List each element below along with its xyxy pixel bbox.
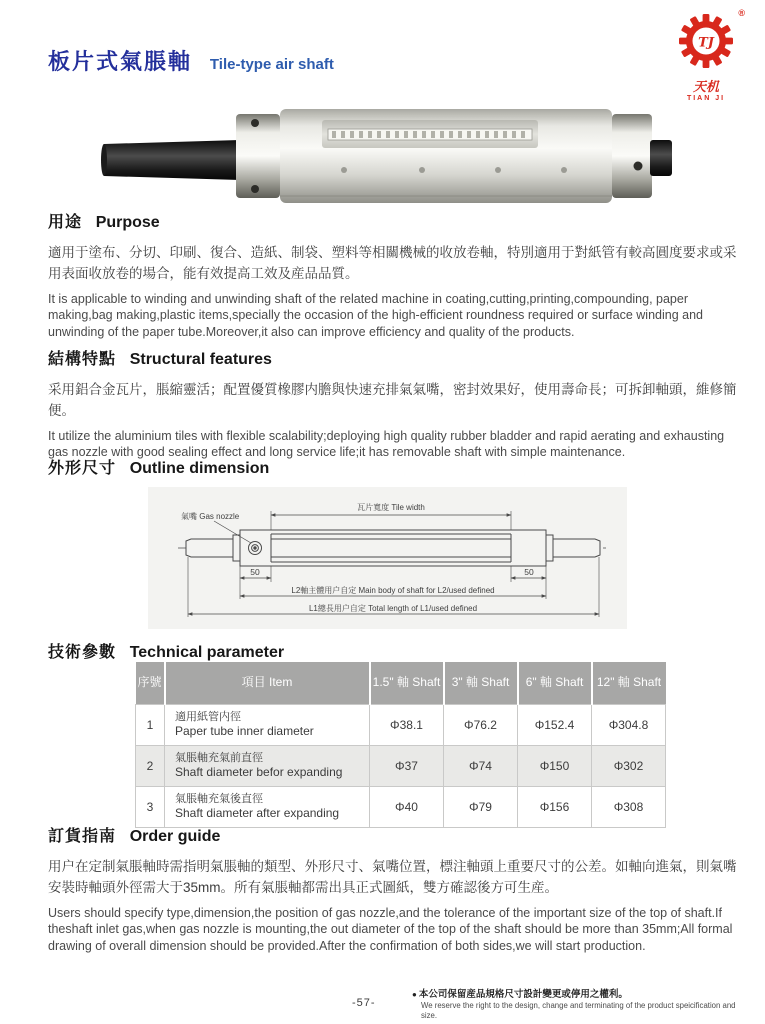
gas-nozzle-label: 氣嘴 Gas nozzle (181, 512, 240, 521)
dim-50-left: 50 (250, 567, 260, 577)
brand-logo (663, 8, 749, 102)
row-no: 1 (136, 705, 165, 746)
nozzle-end (650, 140, 672, 176)
purpose-text-zh: 適用于塗布、分切、印刷、復合、造紙、制袋、塑料等相關機械的收放卷軸，特別適用于對紙管有較高圓度要求或采用表面收放卷的場合，能有效提高工效及産品品質。 (48, 245, 737, 281)
dim-50-right: 50 (524, 567, 534, 577)
row-value: Φ74 (444, 746, 518, 787)
outline-heading (48, 452, 740, 480)
row-value: Φ37 (370, 746, 444, 787)
col-header-item: 項目 Item (165, 662, 370, 705)
logo-monogram: TJ (698, 35, 714, 51)
purpose-text-en: It is applicable to winding and unwinding shaft of the related machine in coating,cutting,printing,compounding, paper making,bag making,plastic items,specially the occasion of the high-efficient roundness required or surface winding and unwinding of the paper tube.Moreover,it also can improve efficiency and quality of the products. (48, 291, 703, 339)
col-header-1-5in: 1.5" 軸 Shaft (370, 662, 444, 705)
row-value: Φ304.8 (592, 705, 666, 746)
row-value: Φ156 (518, 787, 592, 828)
page-title-english: Tile-type air shaft (209, 56, 334, 73)
registered-mark: ® (738, 8, 745, 18)
purpose-heading-zh: 用途 (48, 214, 83, 231)
footer-note-zh: ● 本公司保留産品規格尺寸設計變更或停用之權利。 (412, 989, 628, 1000)
structural-text-zh: 采用鋁合金瓦片，脹縮靈活；配置優質橡膠内膽與快速充排氣氣嘴，密封效果好，使用壽命長；可拆卸軸頭，維修簡便。 (48, 382, 737, 418)
product-photo (92, 100, 677, 213)
section-outline-dimension (48, 452, 740, 489)
row-no: 2 (136, 746, 165, 787)
structural-heading-zh: 結構特點 (48, 351, 117, 368)
logo-name-english: TIAN JI (686, 95, 726, 102)
order-heading (48, 820, 740, 848)
technical-heading-en: Technical parameter (129, 644, 285, 661)
col-header-no: 序號 (136, 662, 165, 705)
order-text-zh: 用户在定制氣脹軸時需指明氣脹軸的類型、外形尺寸、氣嘴位置，標注軸頭上重要尺寸的公差。如軸向進氣，則氣嘴安裝時軸頭外徑需大于35mm。所有氣脹軸都需出具正式圖紙，雙方確認後方可生産。 (48, 859, 737, 895)
logo-name-chinese: 天机 (692, 80, 719, 95)
order-heading-en: Order guide (129, 828, 221, 845)
parameter-table (135, 662, 666, 828)
row-value: Φ79 (444, 787, 518, 828)
order-text-en: Users should specify type,dimension,the position of gas nozzle,and the tolerance of the important size of the top of shaft.If theshaft inlet gas,when gas nozzle is mounting,the out diameter of the top of the shaft should be more than 35mm;All formal drawing of overall dimension should be provided.After the confirmation of both sides,we will start production. (48, 905, 733, 953)
row-value: Φ302 (592, 746, 666, 787)
col-header-6in: 6" 軸 Shaft (518, 662, 592, 705)
structural-heading-en: Structural features (129, 351, 272, 368)
outline-heading-en: Outline dimension (129, 460, 270, 477)
row-item: 氣脹軸充氣前直徑 Shaft diameter befor expanding (165, 746, 370, 787)
technical-heading (48, 636, 740, 664)
col-header-12in: 12" 軸 Shaft (592, 662, 666, 705)
table-row (136, 746, 666, 787)
row-value: Φ308 (592, 787, 666, 828)
section-purpose (48, 206, 740, 340)
row-value: Φ76.2 (444, 705, 518, 746)
right-collar (612, 114, 652, 198)
outline-heading-zh: 外形尺寸 (48, 460, 117, 477)
row-no: 3 (136, 787, 165, 828)
dim-l1-label: L1總長用户自定 Total length of L1/used defined (308, 604, 478, 613)
footer-note-en: We reserve the right to the design, change and terminating of the product speicification and size. (421, 1000, 736, 1020)
section-structural-features (48, 343, 740, 461)
gear-icon (675, 12, 737, 70)
row-value: Φ40 (370, 787, 444, 828)
row-value: Φ152.4 (518, 705, 592, 746)
tile-width-label: 瓦片寬度 Tile width (357, 503, 425, 512)
structural-heading (48, 343, 740, 371)
section-order-guide (48, 820, 740, 954)
shaft-rod (104, 140, 240, 180)
page-title-chinese: 板片式氣脹軸 (48, 49, 193, 74)
bullet-icon: ● (412, 990, 417, 999)
order-heading-zh: 訂貨指南 (48, 828, 117, 845)
outline-drawing (148, 487, 627, 629)
col-header-3in: 3" 軸 Shaft (444, 662, 518, 705)
left-collar (236, 114, 280, 198)
footer-note (412, 989, 742, 1021)
purpose-heading (48, 206, 740, 234)
dim-l2-label: L2軸主體用户自定 Main body of shaft for L2/used defined (291, 586, 495, 595)
table-row (136, 705, 666, 746)
purpose-heading-en: Purpose (95, 214, 160, 231)
row-value: Φ38.1 (370, 705, 444, 746)
row-item: 適用紙管内徑 Paper tube inner diameter (165, 705, 370, 746)
row-value: Φ150 (518, 746, 592, 787)
table-header-row (136, 662, 666, 705)
structural-text-en: It utilize the aluminium tiles with flexible scalability;deploying high quality rubber bladder and rapid aerating and exhausting gas nozzle with good sealing effect and long service life;it has removable shaft with simple maintenance. (48, 428, 725, 460)
technical-heading-zh: 技術參數 (48, 644, 117, 661)
page-title (48, 40, 334, 77)
row-item: 氣脹軸充氣後直徑 Shaft diameter after expanding (165, 787, 370, 828)
page-number: -57- (352, 997, 376, 1009)
